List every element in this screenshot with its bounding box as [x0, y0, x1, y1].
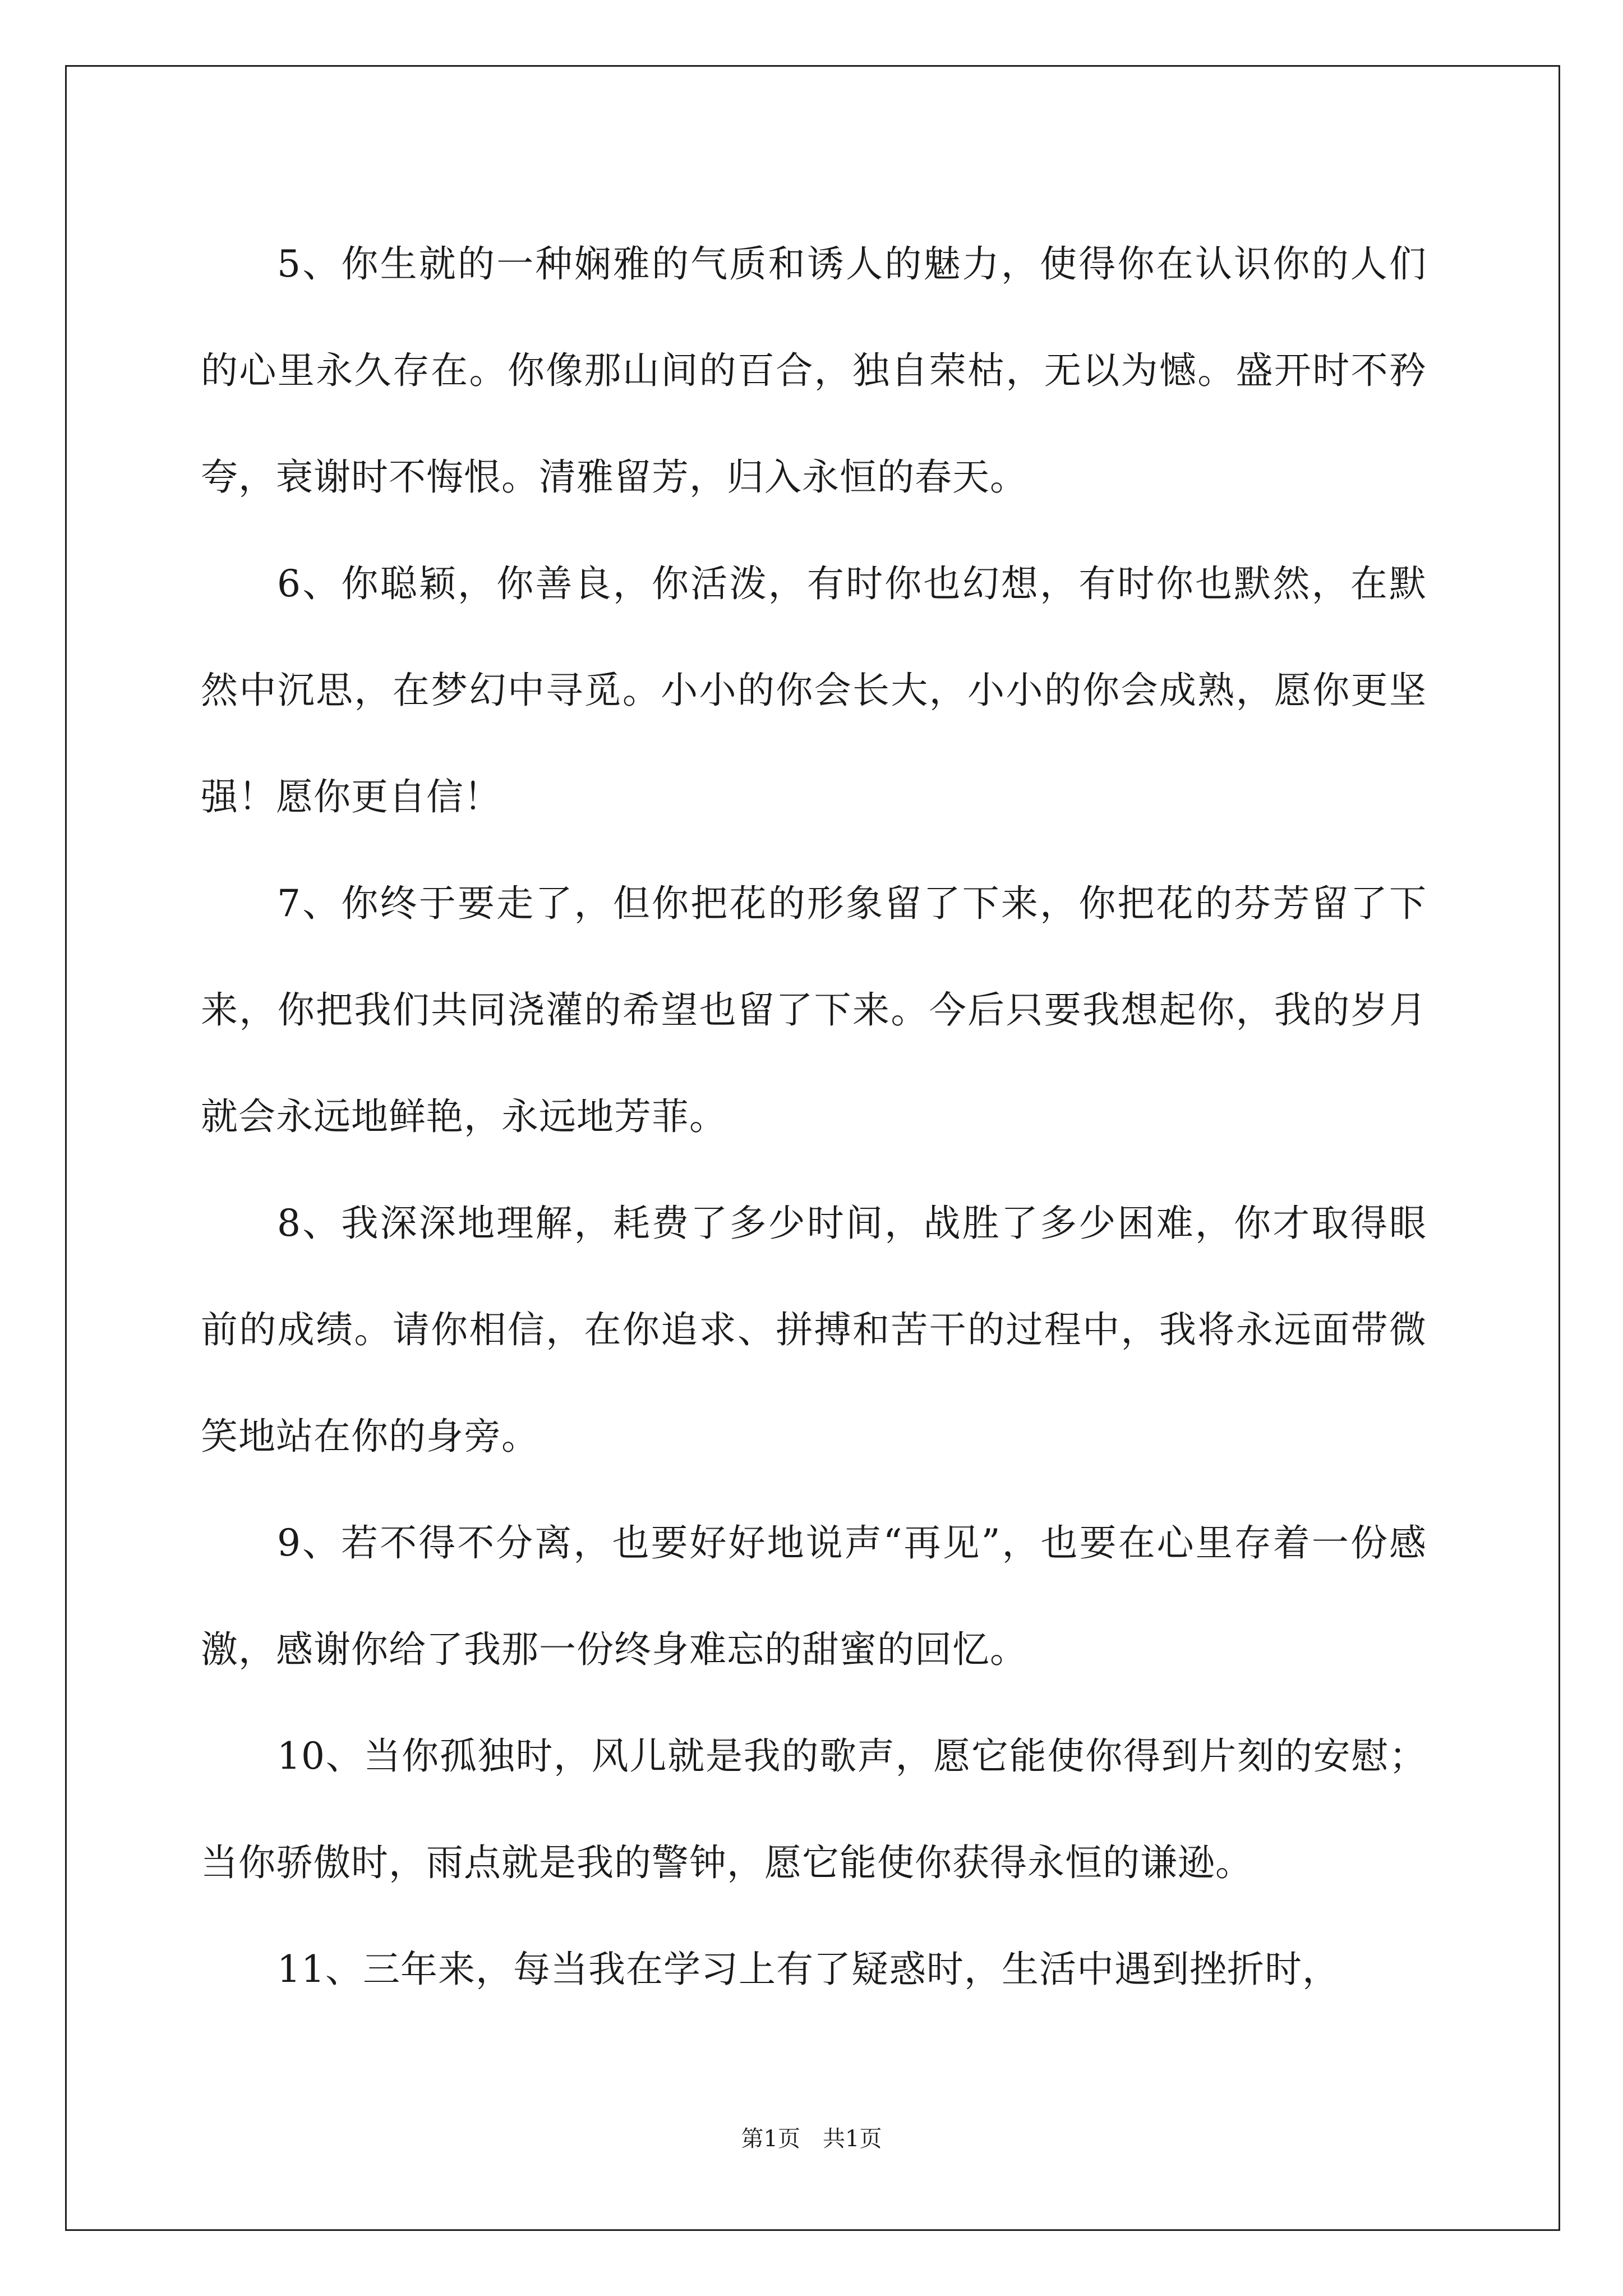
- paragraph-7: 7、你终于要走了，但你把花的形象留了下来，你把花的芬芳留了下来，你把我们共同浇灌的希望也留了下来。今后只要我想起你，我的岁月就会永远地鲜艳，永远地芳菲。: [201, 882, 1427, 1138]
- page-number-footer: 第1页 共1页: [741, 2126, 882, 2152]
- paragraph-6: 6、你聪颖，你善良，你活泼，有时你也幻想，有时你也默然，在默然中沉思，在梦幻中寻觅。小小的你会长大，小小的你会成熟，愿你更坚强！愿你更自信！: [201, 562, 1427, 818]
- paragraph-10: 10、当你孤独时，风儿就是我的歌声，愿它能使你得到片刻的安慰；当你骄傲时，雨点就是我的警钟，愿它能使你获得永恒的谦逊。: [201, 1734, 1427, 1884]
- paragraph-8: 8、我深深地理解，耗费了多少时间，战胜了多少困难，你才取得眼前的成绩。请你相信，在你追求、拼搏和苦干的过程中，我将永远面带微笑地站在你的身旁。: [201, 1202, 1427, 1458]
- document-body: [201, 211, 1427, 2023]
- paragraph-9: 9、若不得不分离，也要好好地说声“再见”，也要在心里存着一份感激，感谢你给了我那一份终身难忘的甜蜜的回忆。: [201, 1521, 1427, 1671]
- paragraph-11: 11、三年来，每当我在学习上有了疑惑时，生活中遇到挫折时，: [277, 1948, 1340, 1991]
- paragraph-5: 5、你生就的一种娴雅的气质和诱人的魅力，使得你在认识你的人们的心里永久存在。你像那山间的百合，独自荣枯，无以为憾。盛开时不矜夸，衰谢时不悔恨。清雅留芳，归入永恒的春天。: [201, 242, 1427, 499]
